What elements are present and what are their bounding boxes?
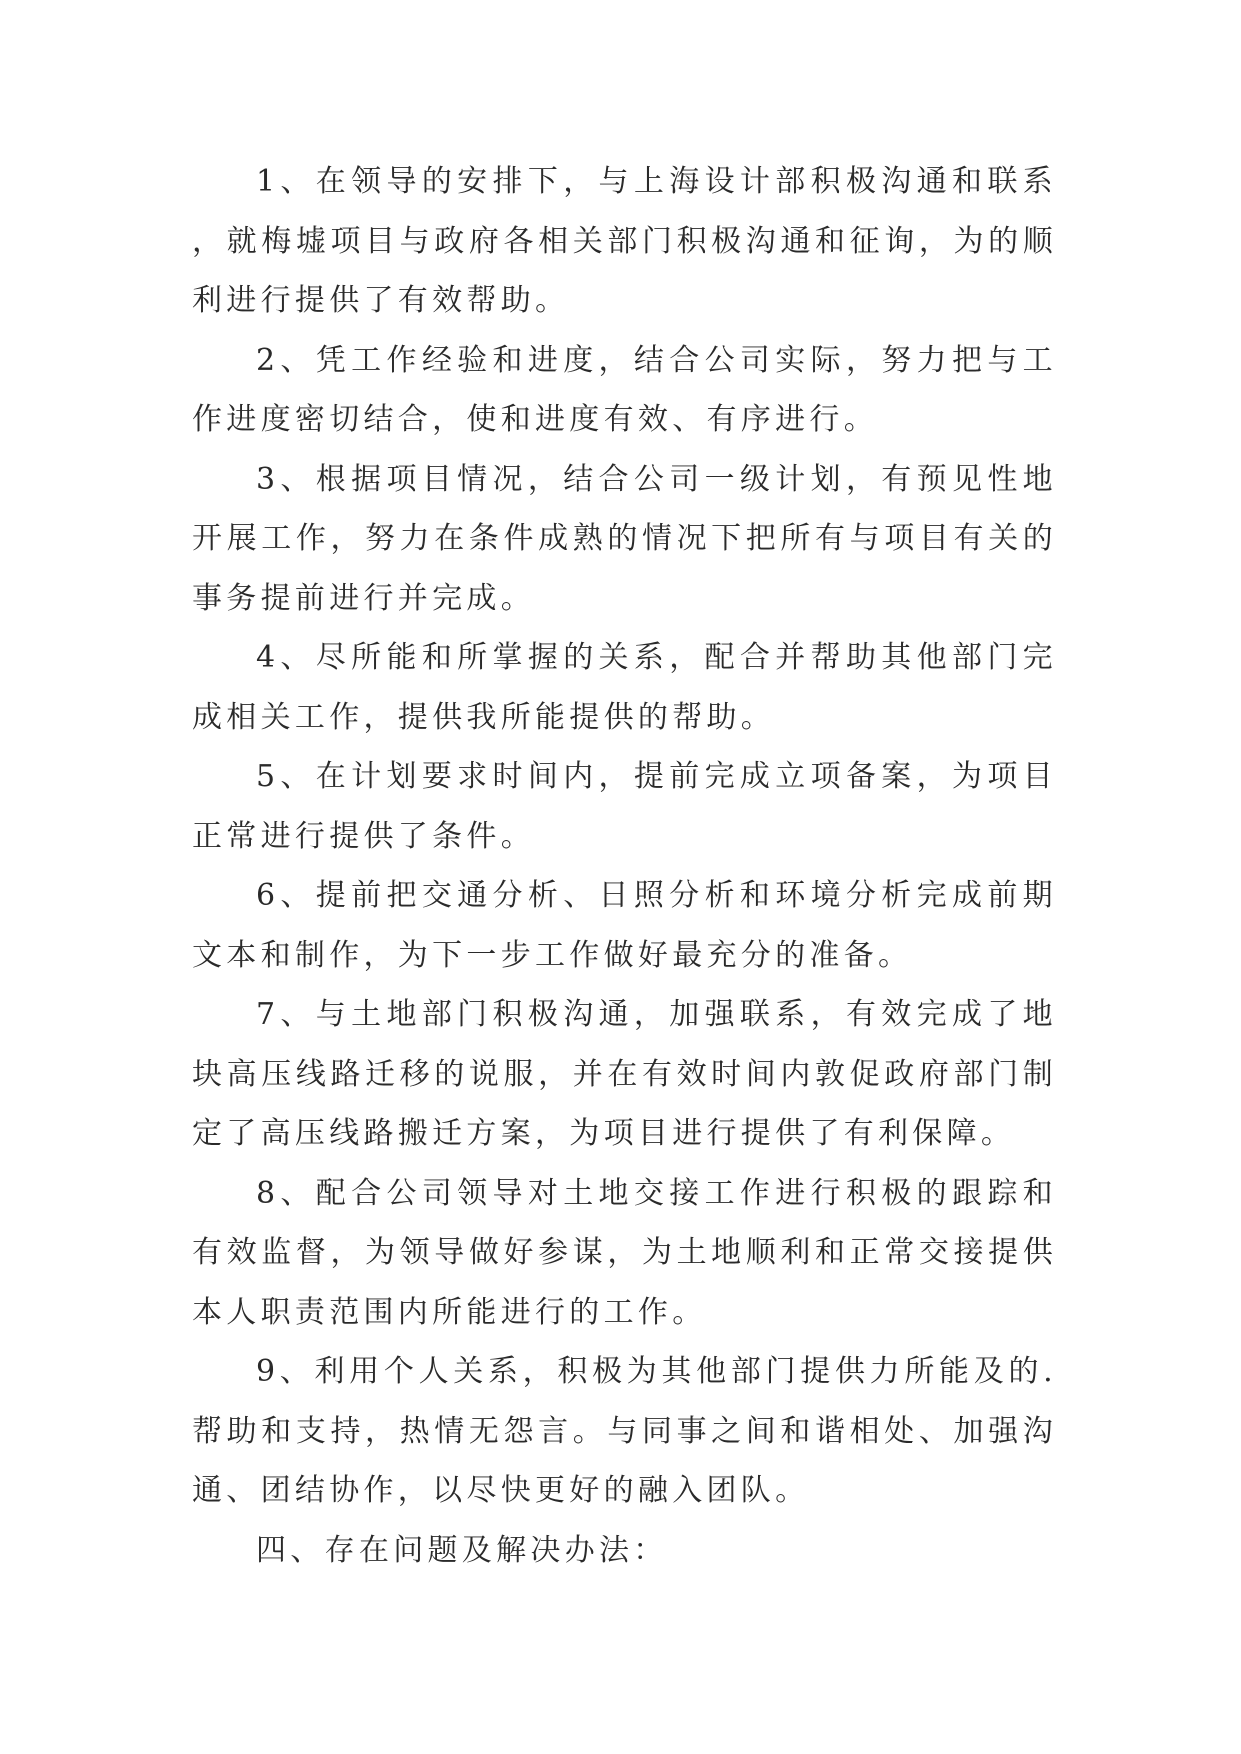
- paragraph-item-6: 6、提前把交通分析、日照分析和环境分析完成前期文本和制作，为下一步工作做好最充分的准备。: [192, 878, 1057, 973]
- paragraph-item-7: 7、与土地部门积极沟通，加强联系，有效完成了地块高压线路迁移的说服，并在有效时间内敦促政府部门制定了高压线路搬迁方案，为项目进行提供了有利保障。: [192, 997, 1057, 1151]
- paragraph-item-8: 8、配合公司领导对土地交接工作进行积极的跟踪和有效监督，为领导做好参谋，为土地顺利和正常交接提供本人职责范围内所能进行的工作。: [192, 1175, 1057, 1330]
- paragraph-item-1: 1、在领导的安排下，与上海设计部积极沟通和联系，就梅墟项目与政府各相关部门积极沟通和征询，为的顺利进行提供了有效帮助。: [192, 164, 1057, 318]
- paragraph-item-5: 5、在计划要求时间内，提前完成立项备案，为项目正常进行提供了条件。: [192, 759, 1057, 854]
- paragraph-item-4: 4、尽所能和所掌握的关系，配合并帮助其他部门完成相关工作，提供我所能提供的帮助。: [192, 640, 1057, 735]
- paragraph-item-9: 9、利用个人关系，积极为其他部门提供力所能及的.帮助和支持，热情无怨言。与同事之间和谐相处、加强沟通、团结协作，以尽快更好的融入团队。: [192, 1354, 1057, 1508]
- paragraph-item-3: 3、根据项目情况，结合公司一级计划，有预见性地开展工作，努力在条件成熟的情况下把所有与项目有关的事务提前进行并完成。: [192, 461, 1057, 616]
- document-body: [192, 152, 1057, 1580]
- section-heading-problems: 四、存在问题及解决办法：: [256, 1532, 668, 1568]
- paragraph-item-2: 2、凭工作经验和进度，结合公司实际，努力把与工作进度密切结合，使和进度有效、有序进行。: [192, 342, 1057, 437]
